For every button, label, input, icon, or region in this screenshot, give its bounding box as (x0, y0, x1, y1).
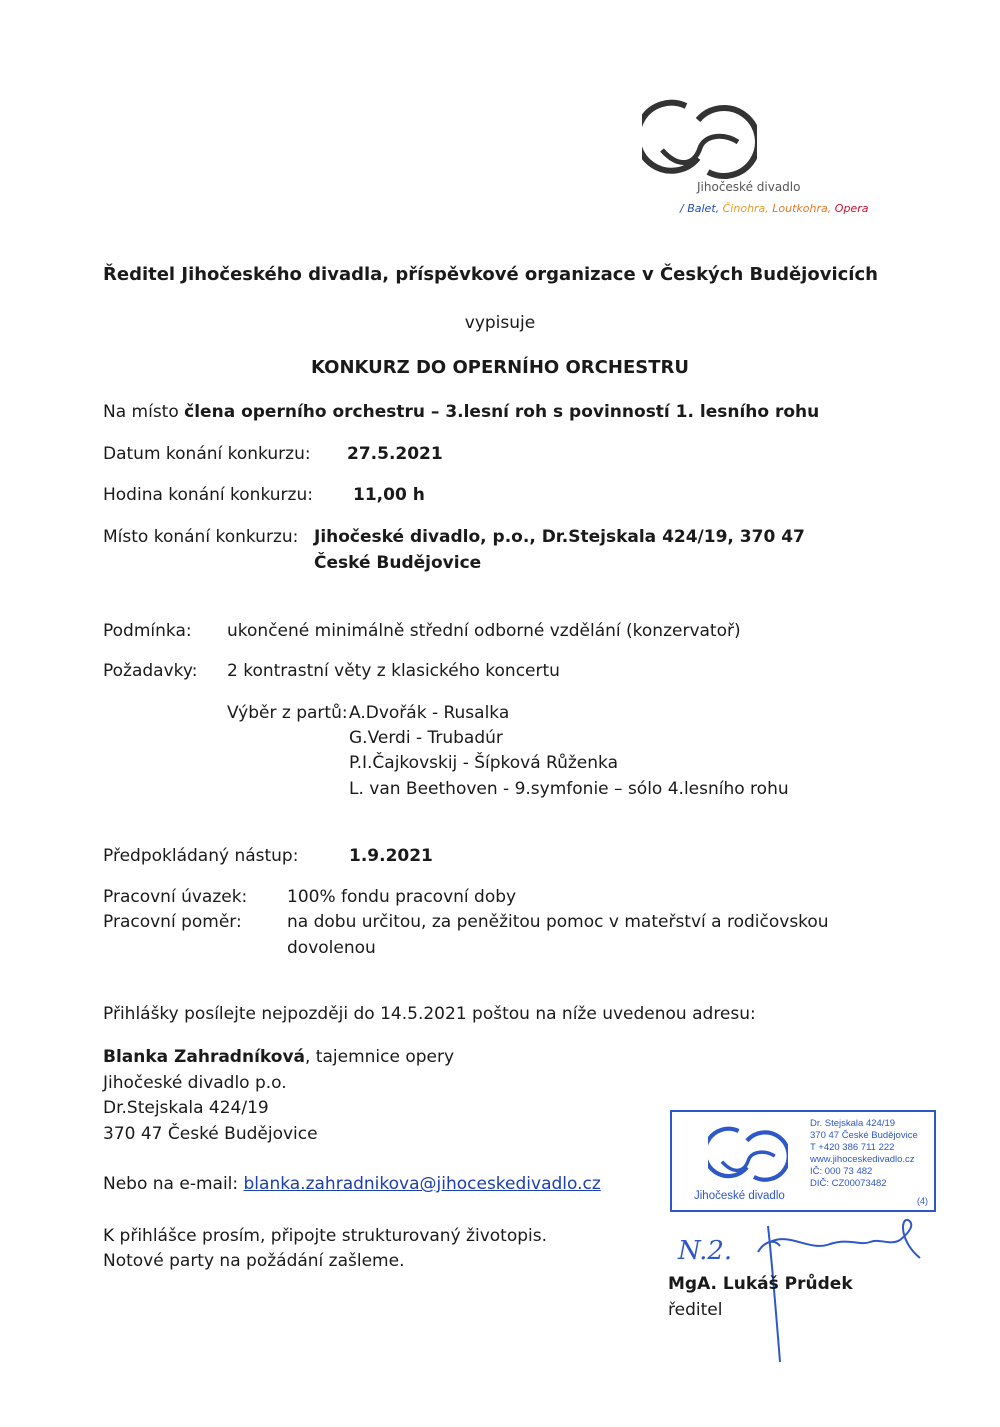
venue-line1: Jihočeské divadlo, p.o., Dr.Stejskala 424/19, 370 47 (314, 527, 805, 547)
page-heading: Ředitel Jihočeského divadla, příspěvkové organizace v Českých Budějovicích (103, 264, 878, 285)
email-line (103, 1174, 601, 1194)
position-value: člena operního orchestru – 3.lesní roh s povinností 1. lesního rohu (184, 402, 820, 422)
date-label: Datum konání konkurzu: (103, 444, 311, 464)
start-value: 1.9.2021 (349, 846, 433, 866)
excerpt-item: P.I.Čajkovskij - Šípková Růženka (349, 753, 618, 773)
official-stamp (670, 1110, 936, 1212)
signatory-role: ředitel (668, 1300, 723, 1320)
stamp-line: T +420 386 711 222 (810, 1142, 895, 1153)
stamp-address (810, 1118, 918, 1190)
employment-line2: dovolenou (287, 938, 376, 958)
closing-line: K přihlášce prosím, připojte strukturovaný životopis. (103, 1226, 547, 1246)
excerpt-item: L. van Beethoven - 9.symfonie – sólo 4.lesního rohu (349, 779, 789, 799)
announces-text: vypisuje (464, 313, 536, 333)
employment-line1: na dobu určitou, za peněžitou pomoc v mateřství a rodičovskou (287, 912, 829, 932)
stamp-logo-icon (708, 1122, 788, 1186)
theatre-logo-icon (642, 98, 757, 180)
venue-line2: České Budějovice (314, 553, 482, 573)
excerpt-item: A.Dvořák - Rusalka (349, 703, 510, 723)
email-link[interactable]: blanka.zahradnikova@jihoceskedivadlo.cz (243, 1174, 601, 1194)
start-label: Předpokládaný nástup: (103, 846, 299, 866)
employment-label: Pracovní poměr: (103, 912, 242, 932)
logo-genre: Loutkohra, (772, 202, 835, 215)
logo-genres (680, 202, 868, 215)
closing-line: Notové party na požádání zašleme. (103, 1251, 405, 1271)
excerpt-item: G.Verdi - Trubadúr (349, 728, 503, 748)
logo-genre: Činohra, (722, 202, 773, 215)
address-line: 370 47 České Budějovice (103, 1124, 318, 1144)
stamp-line: DIČ: CZ00073482 (810, 1178, 887, 1189)
date-value: 27.5.2021 (347, 444, 443, 464)
address-line: Jihočeské divadlo p.o. (103, 1073, 287, 1093)
signature-initials: N.2. (678, 1236, 733, 1266)
logo-genre: Opera (834, 202, 869, 215)
document-title: KONKURZ DO OPERNÍHO ORCHESTRU (311, 357, 689, 378)
position-prefix: Na místo (103, 402, 185, 422)
time-value: 11,00 h (353, 485, 425, 505)
position-line (103, 402, 819, 422)
stamp-name: Jihočeské divadlo (694, 1190, 785, 1202)
contact-name-line (103, 1047, 454, 1067)
stamp-line: Dr. Stejskala 424/19 (810, 1118, 896, 1129)
excerpts-label: Výběr z partů: (227, 703, 348, 723)
stamp-line: www.jihoceskedivadlo.cz (810, 1154, 915, 1165)
workload-value: 100% fondu pracovní doby (287, 887, 517, 907)
condition-label: Podmínka: (103, 621, 192, 641)
contact-role: , tajemnice opery (305, 1047, 455, 1067)
stamp-number: (4) (917, 1196, 928, 1206)
contact-name: Blanka Zahradníková (103, 1047, 305, 1067)
signatory-name: MgA. Lukáš Průdek (668, 1274, 853, 1294)
requirements-label: Požadavky: (103, 661, 198, 681)
workload-label: Pracovní úvazek: (103, 887, 248, 907)
requirements-value: 2 kontrastní věty z klasického koncertu (227, 661, 560, 681)
time-label: Hodina konání konkurzu: (103, 485, 313, 505)
logo-genre: / Balet, (680, 202, 723, 215)
stamp-line: 370 47 České Budějovice (810, 1130, 918, 1141)
email-label: Nebo na e-mail: (103, 1174, 244, 1194)
application-text: Přihlášky posílejte nejpozději do 14.5.2021 poštou na níže uvedenou adresu: (103, 1004, 756, 1024)
venue-label: Místo konání konkurzu: (103, 527, 299, 547)
address-line: Dr.Stejskala 424/19 (103, 1098, 269, 1118)
condition-value: ukončené minimálně střední odborné vzdělání (konzervatoř) (227, 621, 741, 641)
stamp-line: IČ: 000 73 482 (810, 1166, 873, 1177)
logo-name: Jihočeské divadlo (697, 180, 801, 194)
